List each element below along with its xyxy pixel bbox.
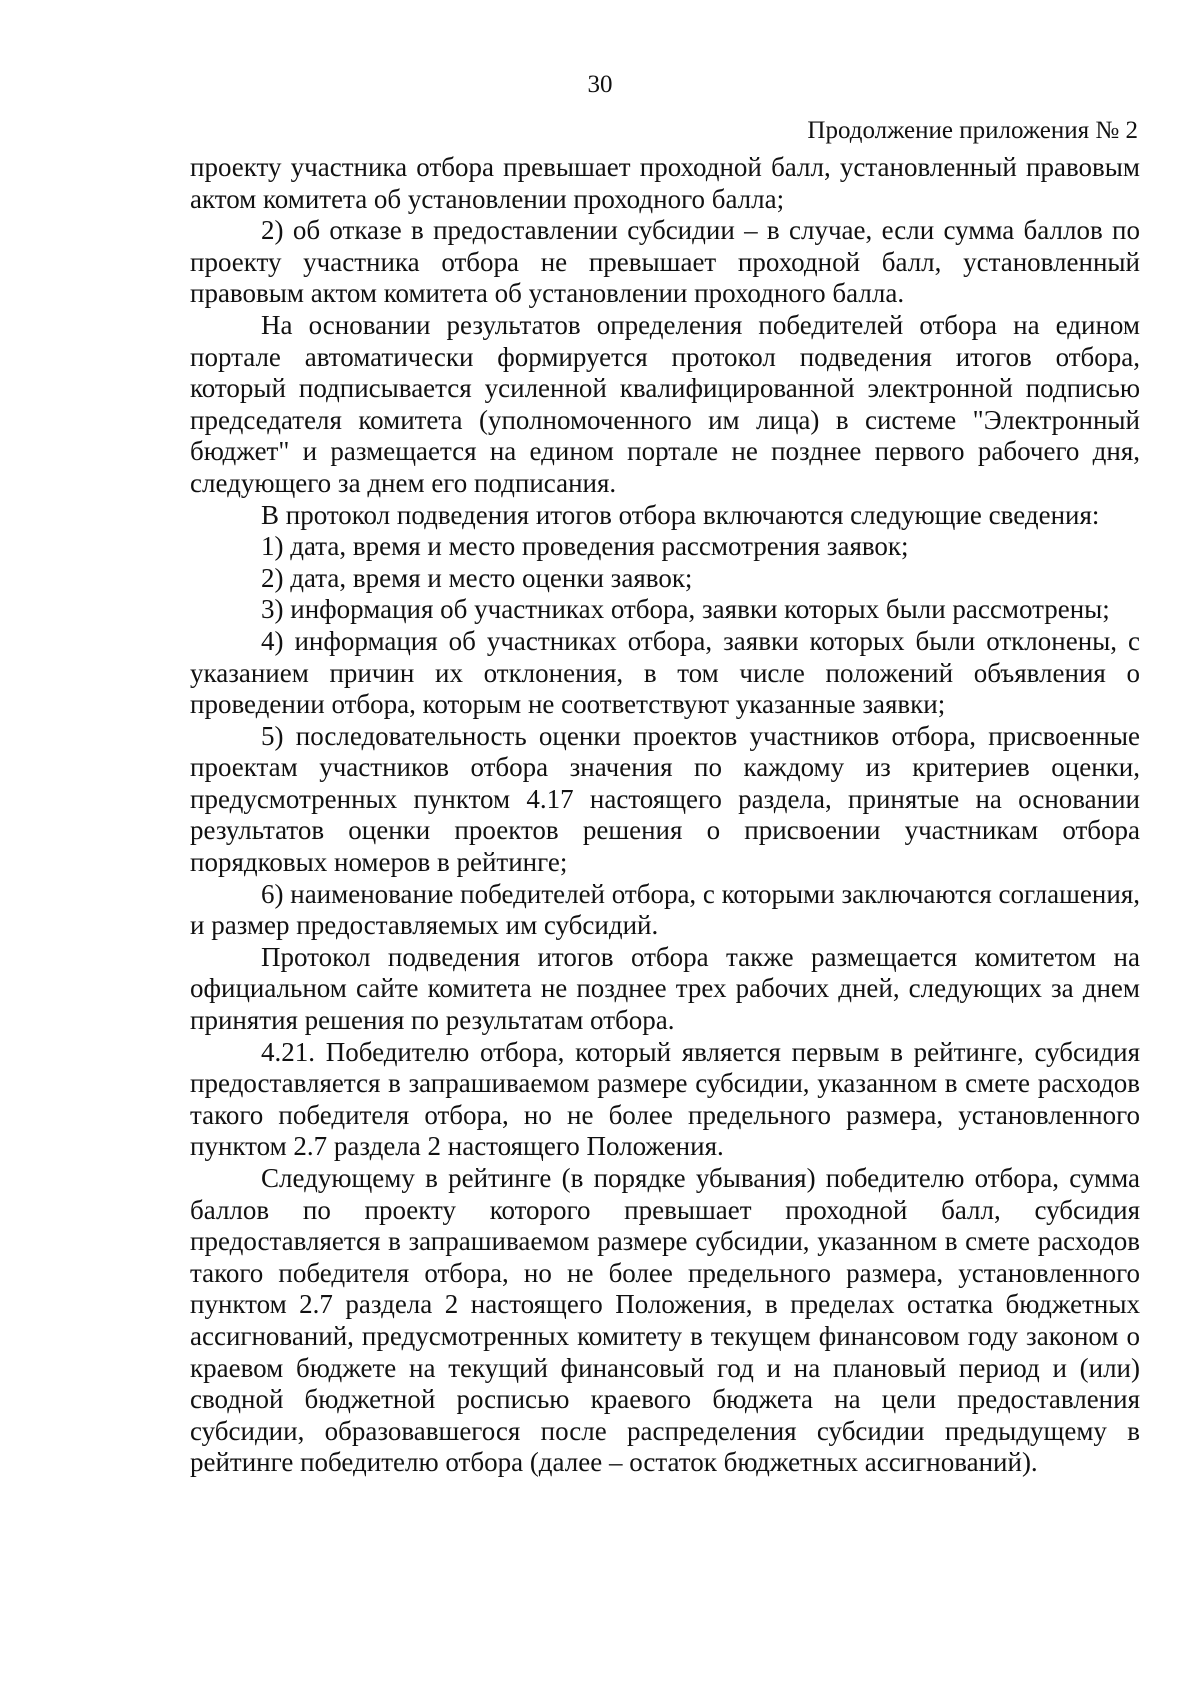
paragraph: 4.21. Победителю отбора, который является первым в рейтинге, субсидия предоставляется в запрашиваемом размере субсидии, указанном в смете расходов такого победителя отбора, но не более предельного размера, установленного пунктом 2.7 раздела 2 настоящего Положения. [190, 1036, 1140, 1162]
paragraph: На основании результатов определения победителей отбора на едином портале автоматически формируется протокол подведения итогов отбора, который подписывается усиленной квалифицированной электронной подписью председателя комитета (уполномоченного им лица) в системе "Электронный бюджет" и размещается на едином портале не позднее первого рабочего дня, следующего за днем его подписания. [190, 309, 1140, 498]
page-number: 30 [587, 71, 613, 98]
list-item: 3) информация об участниках отбора, заявки которых были рассмотрены; [261, 594, 1110, 625]
list-item: 4) информация об участниках отбора, заявки которых были отклонены, с указанием причин их отклонения, в том числе положений объявления о проведении отбора, которым не соответствуют указанные заявки; [190, 625, 1140, 720]
paragraph: проекту участника отбора превышает проходной балл, установленный правовым актом комитета об установлении проходного балла; [190, 152, 1140, 214]
paragraph: В протокол подведения итогов отбора включаются следующие сведения: [261, 499, 1100, 530]
list-item: 6) наименование победителей отбора, с которыми заключаются соглашения, и размер предоставляемых им субсидий. [190, 878, 1140, 941]
list-item: 5) последовательность оценки проектов участников отбора, присвоенные проектам участников отбора значения по каждому из критериев оценки, предусмотренных пунктом 4.17 настоящего раздела, принятые на основании результатов оценки проектов решения о присвоении участникам отбора порядковых номеров в рейтинге; [190, 720, 1140, 878]
paragraph: 2) об отказе в предоставлении субсидии – в случае, если сумма баллов по проекту участника отбора не превышает проходной балл, установленный правовым актом комитета об установлении проходного балла. [190, 215, 1140, 309]
paragraph: Следующему в рейтинге (в порядке убывания) победителю отбора, сумма баллов по проекту которого превышает проходной балл, субсидия предоставляется в запрашиваемом размере субсидии, указанном в смете расходов такого победителя отбора, но не более предельного размера, установленного пунктом 2.7 раздела 2 настоящего Положения, в пределах остатка бюджетных ассигнований, предусмотренных комитету в текущем финансовом году законом о краевом бюджете на текущий финансовый год и на плановый период и (или) сводной бюджетной росписью краевого бюджета на цели предоставления субсидии, образовавшегося после распределения субсидии предыдущему в рейтинге победителю отбора (далее – остаток бюджетных ассигнований). [190, 1163, 1140, 1478]
appendix-continuation-label: Продолжение приложения № 2 [807, 117, 1138, 144]
list-item: 1) дата, время и место проведения рассмотрения заявок; [261, 531, 909, 562]
document-body [190, 152, 1140, 1479]
list-item: 2) дата, время и место оценки заявок; [261, 562, 693, 593]
paragraph: Протокол подведения итогов отбора также размещается комитетом на официальном сайте комитета не позднее трех рабочих дней, следующих за днем принятия решения по результатам отбора. [190, 941, 1140, 1036]
